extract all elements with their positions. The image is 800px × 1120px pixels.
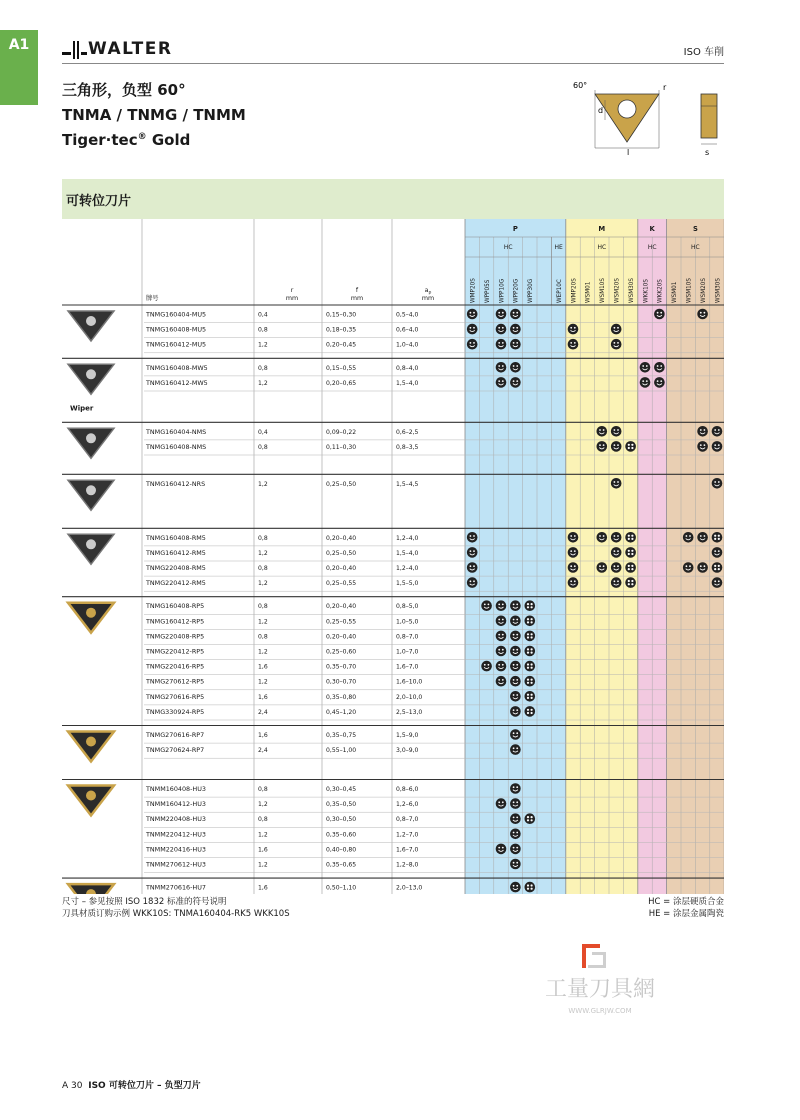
logo-mark-icon [62, 38, 88, 62]
product-code: TNMG270616-RP7 [146, 731, 205, 739]
primary-application-icon [697, 441, 708, 452]
primary-application-icon [510, 362, 521, 373]
svg-text:工量刀具網: 工量刀具網 [544, 977, 656, 1002]
secondary-application-icon [625, 562, 636, 573]
cell-f: 0,35–0,50 [326, 801, 357, 809]
secondary-application-icon [525, 661, 536, 672]
cell-r: 0,8 [258, 786, 268, 793]
cell-f: 0,20–0,40 [326, 565, 357, 572]
primary-application-icon [510, 783, 521, 794]
grade-header: WSM10S [600, 278, 607, 303]
primary-application-icon [597, 426, 608, 437]
cell-ap: 0,8–6,0 [396, 786, 419, 793]
cell-f: 0,20–0,45 [326, 341, 357, 349]
product-code: TNMG160412-MU5 [146, 340, 207, 349]
primary-application-icon [496, 661, 507, 672]
product-code: TNMM160412-HU3 [146, 800, 206, 809]
cell-f: 0,18–0,35 [326, 326, 357, 334]
secondary-application-icon [525, 813, 536, 824]
product-code: TNMG220416-RP5 [146, 662, 205, 671]
product-code: TNMG160412-RM5 [146, 548, 206, 557]
cell-r: 1,2 [258, 580, 268, 588]
cell-ap: 2,0–10,0 [396, 693, 423, 701]
cell-r: 0,8 [258, 816, 268, 824]
cell-f: 0,11–0,30 [326, 443, 357, 451]
grade-header: WSM30S [628, 278, 635, 303]
cell-ap: 1,5–4,5 [396, 480, 419, 488]
secondary-application-icon [712, 532, 723, 543]
primary-application-icon [510, 377, 521, 388]
product-code: TNMG160412-MW5 [146, 378, 208, 387]
primary-application-icon [496, 798, 507, 809]
grade-header: WSM01 [672, 281, 679, 303]
cell-f: 0,25–0,50 [326, 549, 357, 557]
secondary-application-icon [525, 676, 536, 687]
grade-header: WKK10S [643, 279, 650, 303]
product-code: TNMM220416-HU3 [146, 845, 206, 854]
cell-ap: 1,5–5,0 [396, 580, 419, 588]
col-header-f: f [355, 287, 359, 294]
primary-application-icon [697, 309, 708, 320]
primary-application-icon [683, 532, 694, 543]
primary-application-icon [510, 829, 521, 840]
grade-header: WMP20S [470, 278, 477, 303]
cell-ap: 0,8–7,0 [396, 816, 419, 824]
grade-header: WPP05S [484, 279, 491, 303]
primary-application-icon [712, 577, 723, 588]
primary-application-icon [568, 339, 579, 350]
grade-header: WEP10C [556, 279, 563, 303]
title-grade: Tiger·tec® Gold [62, 131, 191, 149]
primary-application-icon [510, 646, 521, 657]
primary-application-icon [597, 441, 608, 452]
cell-ap: 1,0–7,0 [396, 648, 419, 656]
primary-application-icon [640, 377, 651, 388]
primary-application-icon [712, 441, 723, 452]
cell-f: 0,35–0,65 [326, 861, 357, 869]
cell-ap: 1,6–7,0 [396, 663, 419, 671]
iso-group-label: K [649, 225, 655, 233]
col-header-r: r [290, 287, 294, 294]
primary-application-icon [510, 676, 521, 687]
primary-application-icon [611, 532, 622, 543]
primary-application-icon [697, 562, 708, 573]
page-number: A 30 [62, 1081, 83, 1091]
product-code: TNMG160408-RP5 [146, 602, 205, 611]
cell-ap: 1,2–7,0 [396, 831, 419, 839]
cell-f: 0,15–0,55 [326, 364, 357, 372]
secondary-application-icon [525, 631, 536, 642]
secondary-application-icon [525, 691, 536, 702]
primary-application-icon [510, 324, 521, 335]
title-zh: 三角形，负型 60° [62, 81, 186, 99]
primary-application-icon [496, 362, 507, 373]
cell-f: 0,40–0,80 [326, 846, 357, 854]
secondary-application-icon [525, 646, 536, 657]
coating-group-label: HC [597, 244, 607, 251]
primary-application-icon [510, 631, 521, 642]
cell-ap: 0,6–2,5 [396, 428, 419, 436]
footnote-order-example: 刀具材质订购示例 WKK10S: TNMA160404-RK5 WKK10S [62, 909, 290, 919]
primary-application-icon [496, 844, 507, 855]
primary-application-icon [510, 813, 521, 824]
primary-application-icon [654, 309, 665, 320]
product-code: TNMG270612-RP5 [146, 677, 205, 686]
cell-f: 0,30–0,50 [326, 816, 357, 824]
cell-r: 0,8 [258, 534, 268, 542]
product-code: TNMG220412-RM5 [146, 579, 206, 588]
primary-application-icon [510, 798, 521, 809]
primary-application-icon [510, 339, 521, 350]
grade-header: WSM10S [686, 278, 693, 303]
cell-ap: 1,2–4,0 [396, 565, 419, 572]
cell-ap: 1,0–5,0 [396, 618, 419, 626]
product-code: TNMM270612-HU3 [146, 860, 206, 869]
secondary-application-icon [625, 532, 636, 543]
primary-application-icon [510, 744, 521, 755]
cell-ap: 3,0–9,0 [396, 747, 419, 755]
cell-ap: 1,2–4,0 [396, 534, 419, 542]
product-code: TNMG270616-RP5 [146, 692, 205, 701]
side-tab: A1 [0, 30, 38, 105]
cell-f: 0,25–0,55 [326, 580, 357, 588]
cell-r: 1,2 [258, 801, 268, 809]
product-code: TNMG220412-RP5 [146, 647, 205, 656]
primary-application-icon [683, 562, 694, 573]
secondary-application-icon [525, 616, 536, 627]
primary-application-icon [481, 600, 492, 611]
primary-application-icon [510, 882, 521, 893]
primary-application-icon [611, 324, 622, 335]
secondary-application-icon [712, 562, 723, 573]
product-code: TNMG160404-MU5 [146, 310, 207, 319]
primary-application-icon [568, 577, 579, 588]
insert-image [68, 732, 114, 762]
primary-application-icon [597, 562, 608, 573]
product-code: TNMG160408-NMS [146, 442, 207, 451]
grade-header: WSM20S [614, 278, 621, 303]
col-header-f-unit: mm [350, 295, 364, 302]
primary-application-icon [467, 324, 478, 335]
primary-application-icon [510, 859, 521, 870]
cell-r: 1,6 [258, 846, 268, 854]
primary-application-icon [611, 441, 622, 452]
page-footer [62, 1078, 201, 1091]
cell-r: 1,2 [258, 549, 268, 557]
footnote-dimensions: 尺寸 – 参见按照 ISO 1832 标准的符号说明 [62, 897, 227, 907]
cell-r: 1,2 [258, 861, 268, 869]
grade-header: WMP20S [571, 278, 578, 303]
coating-group-label: HC [691, 244, 700, 251]
cell-f: 0,35–0,75 [326, 732, 357, 739]
grade-header: WKK20S [657, 279, 664, 303]
primary-application-icon [712, 547, 723, 558]
grade-header: WPP20G [513, 278, 520, 303]
page-footer-text: ISO 可转位刀片 – 负型刀片 [88, 1081, 201, 1091]
primary-application-icon [496, 377, 507, 388]
cell-f: 0,15–0,30 [326, 311, 357, 319]
cell-r: 2,4 [258, 747, 268, 755]
section-label: ISO 车削 [683, 47, 724, 58]
primary-application-icon [611, 577, 622, 588]
footnote-he: HE = 涂层金属陶瓷 [648, 909, 724, 919]
cell-f: 0,30–0,70 [326, 678, 357, 686]
product-code: TNMM160408-HU3 [146, 785, 206, 793]
grade-header: WSM20S [700, 278, 707, 303]
product-code: TNMG270624-RP7 [146, 746, 205, 755]
walter-logo: WALTER [62, 38, 197, 62]
cell-r: 1,2 [258, 480, 268, 488]
svg-text:60°: 60° [573, 81, 588, 90]
cell-r: 1,6 [258, 663, 268, 671]
insert-image [68, 884, 114, 894]
cell-f: 0,35–0,80 [326, 693, 357, 701]
coating-group-label: HC [647, 244, 657, 251]
svg-text:d: d [598, 106, 604, 115]
col-header-ap-unit: mm [421, 295, 435, 302]
grade-header: WPP10G [499, 278, 506, 303]
cell-r: 1,2 [258, 678, 268, 686]
primary-application-icon [640, 362, 651, 373]
primary-application-icon [510, 844, 521, 855]
cell-r: 1,2 [258, 341, 268, 349]
grade-header: WSM30S [715, 278, 722, 303]
cell-r: 1,2 [258, 648, 268, 656]
primary-application-icon [467, 532, 478, 543]
cell-f: 0,35–0,60 [326, 831, 357, 839]
cell-r: 1,6 [258, 732, 268, 739]
cell-ap: 0,8–3,5 [396, 443, 419, 451]
secondary-application-icon [525, 882, 536, 893]
primary-application-icon [496, 309, 507, 320]
cell-f: 0,45–1,20 [326, 708, 357, 716]
primary-application-icon [611, 478, 622, 489]
insert-image [68, 311, 114, 341]
coating-group-label: HE [554, 244, 563, 251]
primary-application-icon [568, 547, 579, 558]
cell-ap: 1,6–7,0 [396, 846, 419, 854]
cell-r: 2,4 [258, 708, 268, 716]
iso-group-label: P [512, 225, 518, 233]
cell-r: 1,6 [258, 884, 268, 892]
cell-ap: 0,6–4,0 [396, 326, 419, 334]
secondary-application-icon [525, 600, 536, 611]
primary-application-icon [611, 339, 622, 350]
insert-image [68, 603, 114, 633]
section-band [62, 179, 724, 219]
cell-f: 0,35–0,70 [326, 663, 357, 671]
cell-r: 0,8 [258, 633, 268, 641]
cell-ap: 0,8–5,0 [396, 603, 419, 611]
product-code: TNMG330924-RP5 [146, 707, 205, 716]
cell-r: 1,6 [258, 693, 268, 701]
insert-image [68, 364, 114, 394]
grade-header: WSM01 [585, 281, 592, 303]
cell-r: 0,8 [258, 326, 268, 334]
primary-application-icon [467, 547, 478, 558]
iso-group-label: S [692, 225, 698, 233]
primary-application-icon [467, 577, 478, 588]
primary-application-icon [568, 562, 579, 573]
primary-application-icon [496, 339, 507, 350]
cell-f: 0,25–0,50 [326, 480, 357, 488]
col-header-r-unit: mm [285, 295, 299, 302]
footnote-left [62, 896, 290, 920]
cell-f: 0,50–1,10 [326, 884, 357, 892]
cell-f: 0,30–0,45 [326, 786, 357, 793]
cell-r: 0,8 [258, 603, 268, 611]
cell-f: 0,20–0,40 [326, 633, 357, 641]
insert-image [68, 534, 114, 564]
product-code: TNMG220408-RP5 [146, 632, 205, 641]
primary-application-icon [496, 324, 507, 335]
product-code: TNMM220412-HU3 [146, 830, 206, 839]
primary-application-icon [510, 661, 521, 672]
primary-application-icon [510, 600, 521, 611]
cell-ap: 1,5–9,0 [396, 732, 419, 739]
footnote-hc: HC = 涂层硬质合金 [648, 897, 724, 907]
product-code: TNMM220408-HU3 [146, 815, 206, 824]
primary-application-icon [654, 362, 665, 373]
cell-r: 0,8 [258, 443, 268, 451]
insert-table [62, 219, 724, 894]
cell-f: 0,55–1,00 [326, 747, 357, 755]
cell-ap: 1,5–4,0 [396, 379, 419, 387]
product-code: TNMG160404-NMS [146, 427, 207, 436]
band-title: 可转位刀片 [66, 194, 132, 209]
product-code: TNMG160412-RP5 [146, 617, 205, 626]
insert-image [68, 428, 114, 458]
primary-application-icon [467, 339, 478, 350]
product-code: TNMG160408-MU5 [146, 325, 207, 334]
cell-f: 0,20–0,65 [326, 379, 357, 387]
cell-r: 0,4 [258, 311, 268, 319]
insert-image [68, 480, 114, 510]
primary-application-icon [597, 532, 608, 543]
header-rule [62, 63, 724, 64]
watermark [520, 942, 680, 1020]
primary-application-icon [510, 706, 521, 717]
iso-group-label: M [598, 225, 606, 233]
primary-application-icon [510, 691, 521, 702]
primary-application-icon [496, 616, 507, 627]
svg-text:l: l [627, 148, 630, 157]
primary-application-icon [510, 616, 521, 627]
product-code: TNMG160412-NRS [146, 479, 206, 488]
product-code: TNMM270616-HU7 [146, 883, 206, 892]
product-code: TNMG220408-RM5 [146, 564, 206, 572]
svg-text:r: r [663, 83, 667, 92]
cell-r: 0,8 [258, 364, 268, 372]
cell-ap: 0,8–4,0 [396, 364, 419, 372]
cell-f: 0,25–0,60 [326, 648, 357, 656]
secondary-application-icon [625, 547, 636, 558]
svg-text:WWW.GLRJW.COM: WWW.GLRJW.COM [568, 1007, 632, 1015]
svg-text:s: s [705, 148, 710, 157]
primary-application-icon [496, 676, 507, 687]
primary-application-icon [481, 661, 492, 672]
cell-r: 0,4 [258, 428, 268, 436]
cell-ap: 2,0–13,0 [396, 884, 423, 892]
grade-header: WPP30G [528, 278, 535, 303]
cell-f: 0,20–0,40 [326, 603, 357, 611]
secondary-application-icon [625, 577, 636, 588]
cell-ap: 0,5–4,0 [396, 311, 419, 319]
cell-r: 1,2 [258, 831, 268, 839]
footnote-right [648, 896, 724, 920]
primary-application-icon [712, 426, 723, 437]
col-header-ap: $a_p$ [424, 287, 432, 296]
primary-application-icon [611, 562, 622, 573]
primary-application-icon [611, 547, 622, 558]
product-code: TNMG160408-RM5 [146, 533, 206, 542]
insert-image [68, 786, 114, 816]
cell-ap: 0,8–7,0 [396, 633, 419, 641]
primary-application-icon [697, 426, 708, 437]
title-models: TNMA / TNMG / TNMM [62, 106, 246, 124]
primary-application-icon [568, 324, 579, 335]
col-header-name: 牌号 [146, 295, 159, 302]
cell-ap: 1,0–4,0 [396, 341, 419, 349]
primary-application-icon [611, 426, 622, 437]
coating-group-label: HC [503, 244, 513, 251]
primary-application-icon [467, 309, 478, 320]
primary-application-icon [697, 532, 708, 543]
cell-ap: 1,5–4,0 [396, 549, 419, 557]
primary-application-icon [510, 309, 521, 320]
cell-ap: 2,5–13,0 [396, 708, 423, 716]
group-label: Wiper [70, 404, 94, 413]
cell-ap: 1,2–8,0 [396, 861, 419, 869]
secondary-application-icon [625, 441, 636, 452]
primary-application-icon [496, 631, 507, 642]
primary-application-icon [712, 478, 723, 489]
cell-f: 0,25–0,55 [326, 618, 357, 626]
primary-application-icon [510, 729, 521, 740]
cell-ap: 1,6–10,0 [396, 678, 423, 686]
insert-dimension-drawing [565, 78, 725, 158]
primary-application-icon [496, 646, 507, 657]
cell-r: 1,2 [258, 618, 268, 626]
secondary-application-icon [525, 706, 536, 717]
cell-ap: 1,2–6,0 [396, 801, 419, 809]
cell-r: 0,8 [258, 565, 268, 572]
cell-f: 0,09–0,22 [326, 428, 357, 436]
iso-group-bg [566, 219, 638, 894]
cell-r: 1,2 [258, 379, 268, 387]
primary-application-icon [568, 532, 579, 543]
product-code: TNMG160408-MW5 [146, 363, 208, 372]
cell-f: 0,20–0,40 [326, 534, 357, 542]
primary-application-icon [654, 377, 665, 388]
primary-application-icon [496, 600, 507, 611]
primary-application-icon [467, 562, 478, 573]
